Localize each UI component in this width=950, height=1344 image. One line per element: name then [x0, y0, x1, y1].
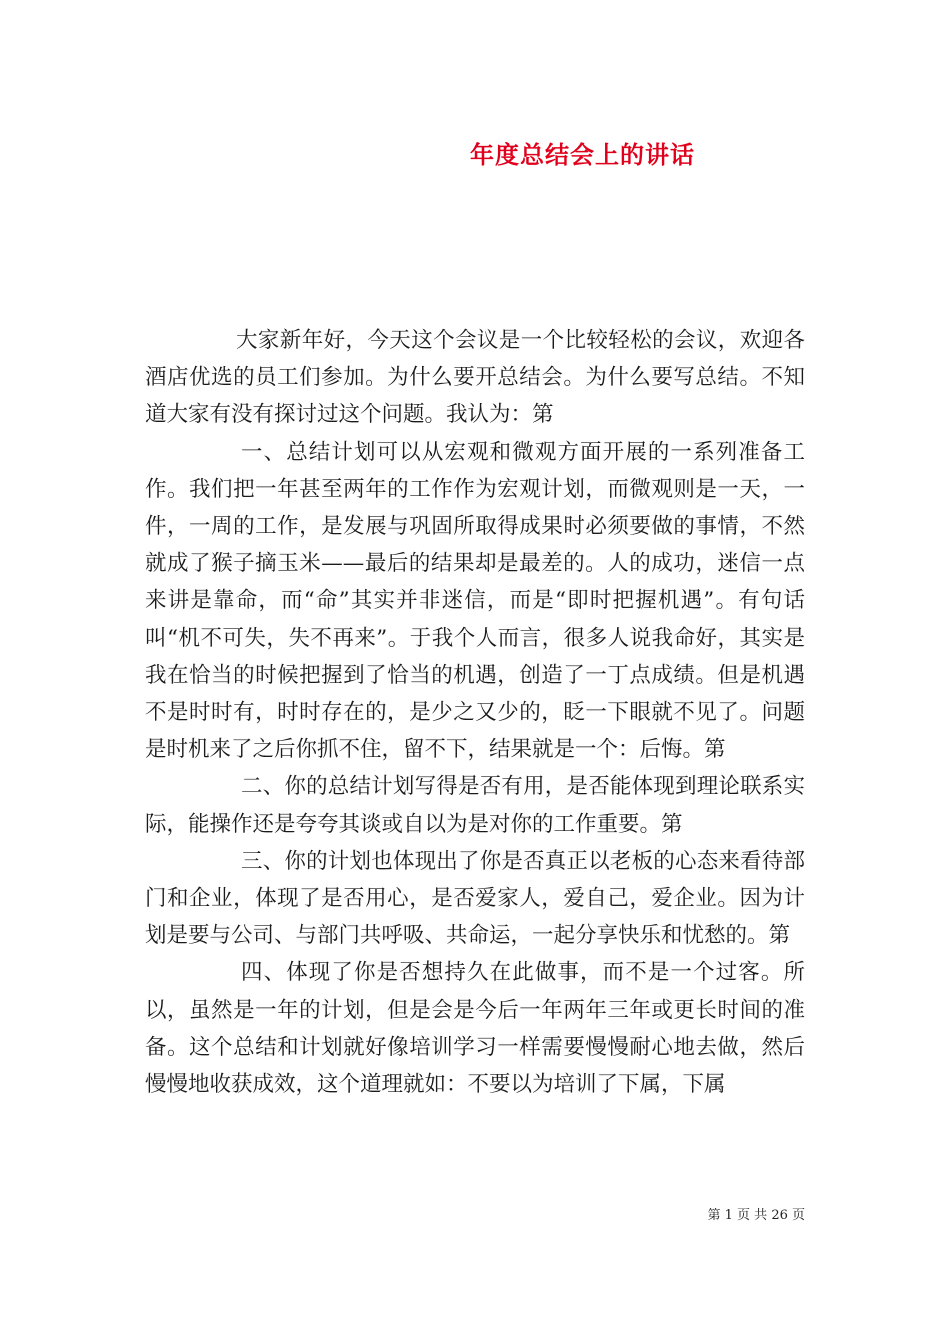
page-number-footer: 第 1 页 共 26 页 [707, 1208, 805, 1223]
paragraph-point-3: 三、你的计划也体现出了你是否真正以老板的心态来看待部门和企业，体现了是否用心，是否爱家人，爱自己，爱企业。因为计划是要与公司、与部门共呼吸、共命运，一起分享快乐和忧愁的。第 [145, 848, 805, 949]
paragraph-point-4: 四、体现了你是否想持久在此做事，而不是一个过客。所以，虽然是一年的计划，但是会是今后一年两年三年或更长时间的准备。这个总结和计划就好像培训学习一样需要慢慢耐心地去做，然后慢慢地收获成效，这个道理就如：不要以为培训了下属，下属 [145, 960, 805, 1098]
paragraph-point-1: 一、总结计划可以从宏观和微观方面开展的一系列准备工作。我们把一年甚至两年的工作作为宏观计划，而微观则是一天，一件，一周的工作，是发展与巩固所取得成果时必须要做的事情，不然就成了猴子摘玉米——最后的结果却是最差的。人的成功，迷信一点来讲是靠命，而“命”其实并非迷信，而是“即时把握机遇”。有句话叫“机不可失，失不再来”。于我个人而言，很多人说我命好，其实是我在恰当的时候把握到了恰当的机遇，创造了一丁点成绩。但是机遇不是时时有，时时存在的，是少之又少的，眨一下眼就不见了。问题是时机来了之后你抓不住，留不下，结果就是一个：后悔。第 [145, 439, 805, 763]
paragraph-intro: 大家新年好，今天这个会议是一个比较轻松的会议，欢迎各酒店优选的员工们参加。为什么要开总结会。为什么要写总结。不知道大家有没有探讨过这个问题。我认为：第 [145, 328, 805, 428]
document-body [145, 322, 805, 1103]
document-title: 年度总结会上的讲话 [470, 140, 695, 169]
paragraph-point-2: 二、你的总结计划写得是否有用，是否能体现到理论联系实际，能操作还是夸夸其谈或自以为是对你的工作重要。第 [145, 774, 805, 837]
